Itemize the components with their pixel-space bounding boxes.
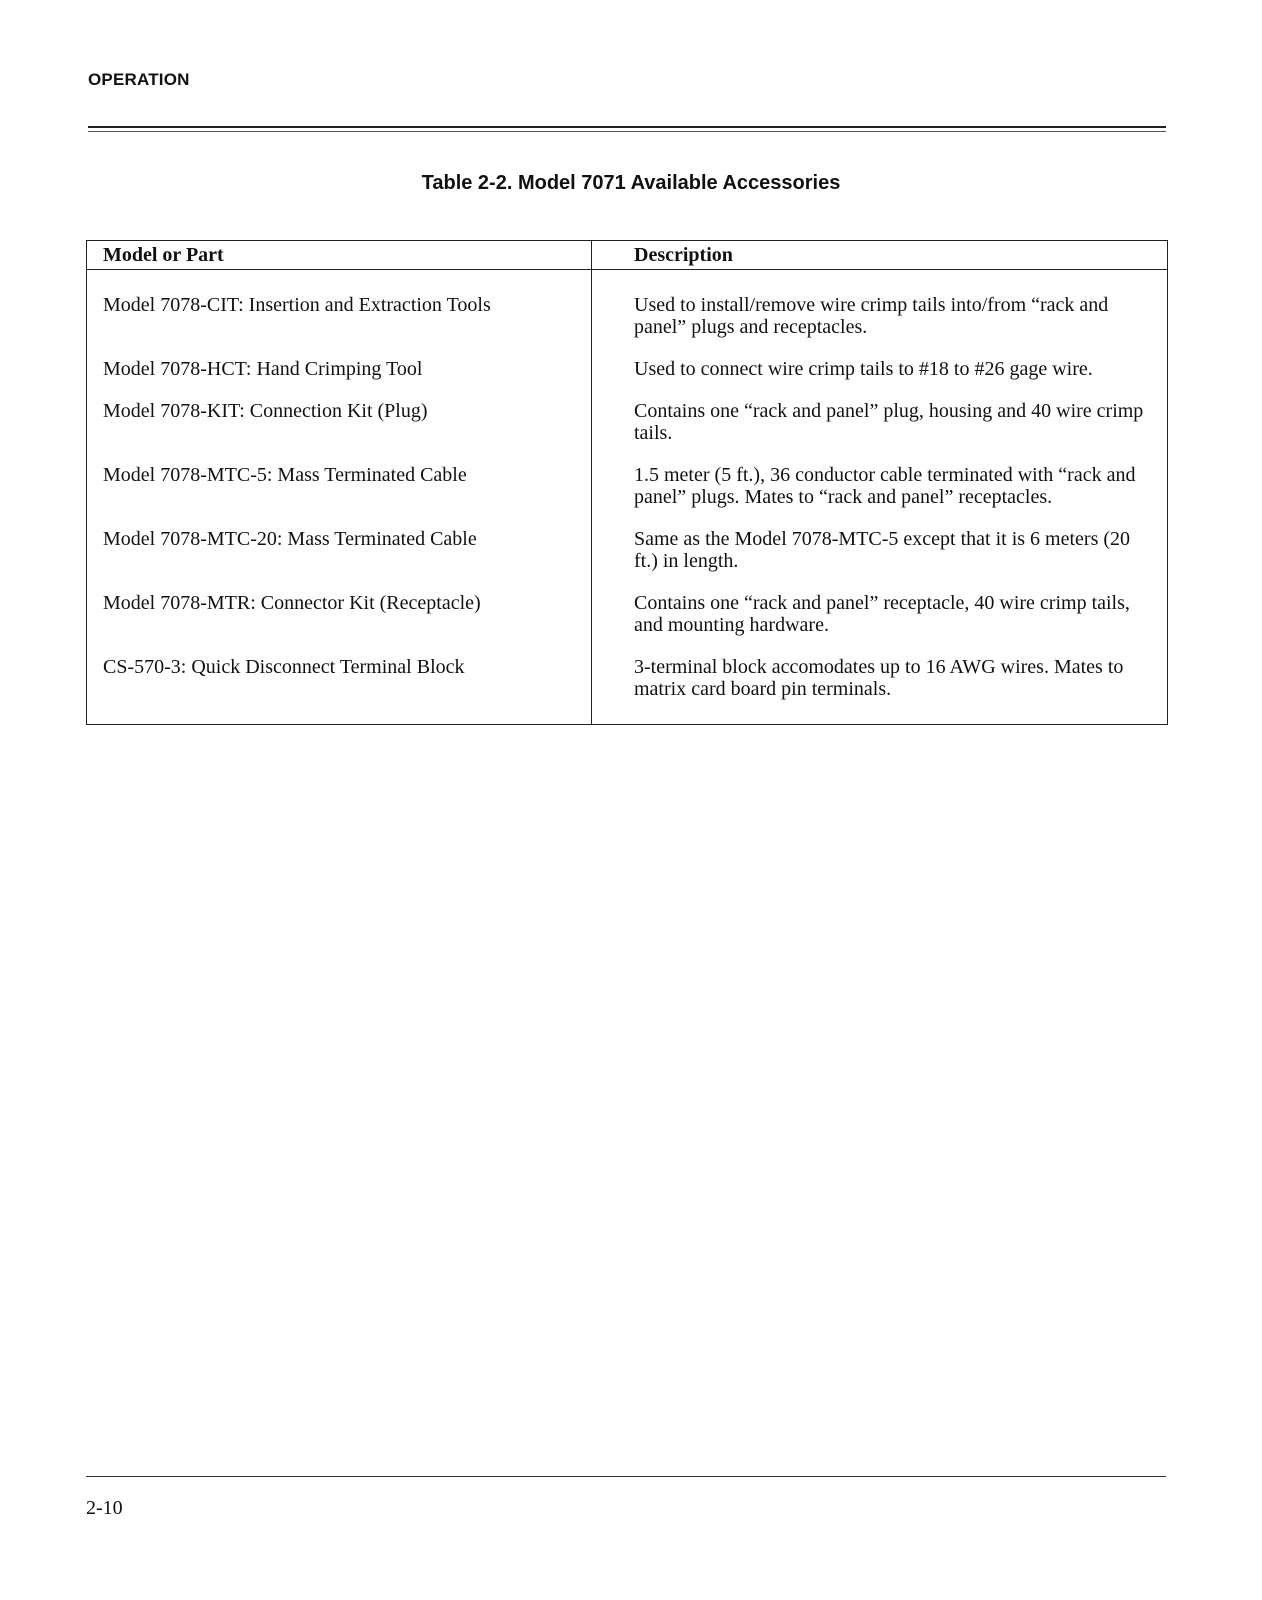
table-row (87, 400, 1168, 464)
accessories-table (86, 240, 1168, 725)
table-row (87, 270, 1168, 359)
description-cell: Used to install/remove wire crimp tails into/from “rack and panel” plugs and receptacles. (592, 270, 1168, 359)
part-cell: Model 7078-MTC-5: Mass Terminated Cable (87, 464, 592, 528)
description-cell: 3-terminal block accomodates up to 16 AWG wires. Mates to matrix card board pin terminals. (592, 656, 1168, 725)
description-cell: 1.5 meter (5 ft.), 36 conductor cable terminated with “rack and panel” plugs. Mates to “rack and panel” receptacles. (592, 464, 1168, 528)
column-header-description: Description (592, 241, 1168, 270)
table-row (87, 528, 1168, 592)
table-row (87, 592, 1168, 656)
part-cell: CS-570-3: Quick Disconnect Terminal Block (87, 656, 592, 725)
column-header-part: Model or Part (87, 241, 592, 270)
part-cell: Model 7078-MTC-20: Mass Terminated Cable (87, 528, 592, 592)
table-title: Table 2-2. Model 7071 Available Accessories (421, 172, 841, 194)
part-cell: Model 7078-CIT: Insertion and Extraction Tools (87, 270, 592, 359)
footer-rule (86, 1476, 1166, 1477)
table-row (87, 464, 1168, 528)
part-cell: Model 7078-MTR: Connector Kit (Receptacle) (87, 592, 592, 656)
header-rule-thin (88, 131, 1166, 132)
description-cell: Contains one “rack and panel” plug, housing and 40 wire crimp tails. (592, 400, 1168, 464)
table-row (87, 358, 1168, 400)
description-cell: Same as the Model 7078-MTC-5 except that it is 6 meters (20 ft.) in length. (592, 528, 1168, 592)
part-cell: Model 7078-KIT: Connection Kit (Plug) (87, 400, 592, 464)
table-header-row (87, 241, 1168, 270)
description-cell: Contains one “rack and panel” receptacle, 40 wire crimp tails, and mounting hardware. (592, 592, 1168, 656)
section-header: OPERATION (88, 70, 190, 89)
header-rule (88, 126, 1166, 128)
part-cell: Model 7078-HCT: Hand Crimping Tool (87, 358, 592, 400)
description-cell: Used to connect wire crimp tails to #18 to #26 gage wire. (592, 358, 1168, 400)
table-row (87, 656, 1168, 725)
page-number: 2-10 (86, 1497, 123, 1519)
